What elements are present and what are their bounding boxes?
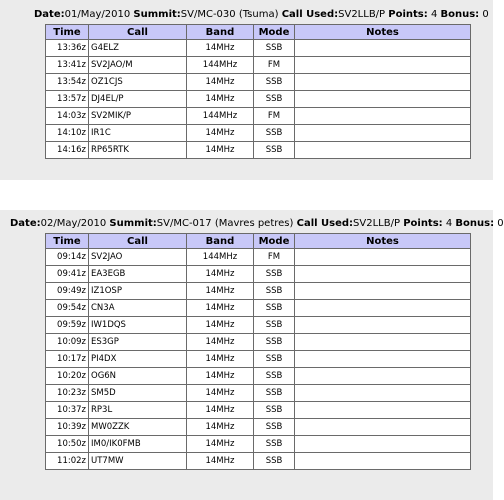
table-row: [46, 334, 471, 351]
mode-cell: SSB: [254, 266, 295, 283]
mode-cell: SSB: [254, 334, 295, 351]
notes-cell: [295, 402, 471, 419]
table-row: [46, 249, 471, 266]
callsign-cell: SV2JAO: [89, 249, 187, 266]
mode-cell: SSB: [254, 402, 295, 419]
notes-cell: [295, 334, 471, 351]
callsign-cell: IR1C: [89, 125, 187, 142]
time-cell: 14:03z: [46, 108, 89, 125]
time-cell: 11:02z: [46, 453, 89, 470]
call-used-value: SV2LLB/P: [338, 9, 386, 20]
table-row: [46, 385, 471, 402]
callsign-cell: OG6N: [89, 368, 187, 385]
time-cell: 13:54z: [46, 74, 89, 91]
table-row: [46, 91, 471, 108]
band-cell: 14MHz: [187, 368, 254, 385]
notes-cell: [295, 266, 471, 283]
call-used-label: Call Used:: [281, 9, 339, 20]
callsign-cell: SV2MIK/P: [89, 108, 187, 125]
table-row: [46, 74, 471, 91]
summit-label: Summit:: [109, 218, 157, 229]
call-used-value: SV2LLB/P: [353, 218, 400, 229]
column-header-time: Time: [46, 234, 89, 249]
band-cell: 14MHz: [187, 436, 254, 453]
notes-cell: [295, 385, 471, 402]
notes-cell: [295, 108, 471, 125]
notes-cell: [295, 74, 471, 91]
callsign-cell: EA3EGB: [89, 266, 187, 283]
mode-cell: SSB: [254, 419, 295, 436]
callsign-cell: CN3A: [89, 300, 187, 317]
column-header-time: Time: [46, 25, 89, 40]
band-cell: 144MHz: [187, 249, 254, 266]
time-cell: 10:17z: [46, 351, 89, 368]
date-label: Date:: [10, 218, 41, 229]
mode-cell: SSB: [254, 142, 295, 159]
notes-cell: [295, 91, 471, 108]
mode-cell: SSB: [254, 91, 295, 108]
table-row: [46, 142, 471, 159]
mode-cell: SSB: [254, 368, 295, 385]
notes-cell: [295, 317, 471, 334]
callsign-cell: OZ1CJS: [89, 74, 187, 91]
band-cell: 14MHz: [187, 453, 254, 470]
notes-cell: [295, 40, 471, 57]
mode-cell: SSB: [254, 125, 295, 142]
mode-cell: FM: [254, 57, 295, 74]
bonus-label: Bonus:: [440, 9, 480, 20]
callsign-cell: PI4DX: [89, 351, 187, 368]
callsign-cell: SV2JAO/M: [89, 57, 187, 74]
time-cell: 09:54z: [46, 300, 89, 317]
points-value: 4: [430, 9, 438, 20]
time-cell: 10:37z: [46, 402, 89, 419]
table-row: [46, 436, 471, 453]
callsign-cell: RP3L: [89, 402, 187, 419]
mode-cell: SSB: [254, 300, 295, 317]
table-row: [46, 402, 471, 419]
notes-cell: [295, 453, 471, 470]
mode-cell: FM: [254, 108, 295, 125]
table-row: [46, 300, 471, 317]
callsign-cell: UT7MW: [89, 453, 187, 470]
mode-cell: SSB: [254, 385, 295, 402]
callsign-cell: ES3GP: [89, 334, 187, 351]
mode-cell: SSB: [254, 317, 295, 334]
bonus-label: Bonus:: [455, 218, 495, 229]
mode-cell: SSB: [254, 351, 295, 368]
band-cell: 14MHz: [187, 385, 254, 402]
notes-cell: [295, 125, 471, 142]
table-row: [46, 283, 471, 300]
column-header-notes: Notes: [295, 234, 471, 249]
table-row: [46, 266, 471, 283]
band-cell: 14MHz: [187, 402, 254, 419]
table-row: [46, 125, 471, 142]
time-cell: 10:50z: [46, 436, 89, 453]
mode-cell: SSB: [254, 436, 295, 453]
column-header-mode: Mode: [254, 234, 295, 249]
band-cell: 14MHz: [187, 419, 254, 436]
table-row: [46, 40, 471, 57]
notes-cell: [295, 300, 471, 317]
time-cell: 13:41z: [46, 57, 89, 74]
qso-log-table: [45, 233, 471, 470]
time-cell: 10:09z: [46, 334, 89, 351]
band-cell: 144MHz: [187, 57, 254, 74]
column-header-band: Band: [187, 25, 254, 40]
time-cell: 09:59z: [46, 317, 89, 334]
callsign-cell: RP65RTK: [89, 142, 187, 159]
notes-cell: [295, 249, 471, 266]
band-cell: 14MHz: [187, 351, 254, 368]
activation-header: [34, 9, 489, 21]
band-cell: 14MHz: [187, 283, 254, 300]
table-row: [46, 108, 471, 125]
callsign-cell: IZ1OSP: [89, 283, 187, 300]
points-value: 4: [445, 218, 453, 229]
callsign-cell: G4ELZ: [89, 40, 187, 57]
column-header-notes: Notes: [295, 25, 471, 40]
mode-cell: SSB: [254, 453, 295, 470]
summit-value: SV/MC-017 (Mavres petres): [156, 218, 294, 229]
points-label: Points:: [388, 9, 428, 20]
bonus-value: 0: [497, 218, 504, 229]
mode-cell: SSB: [254, 40, 295, 57]
callsign-cell: IM0/IK0FMB: [89, 436, 187, 453]
table-header-row: [46, 234, 471, 249]
band-cell: 14MHz: [187, 125, 254, 142]
call-used-label: Call Used:: [296, 218, 354, 229]
table-row: [46, 453, 471, 470]
summit-value: SV/MC-030 (Tsuma): [180, 9, 279, 20]
band-cell: 14MHz: [187, 266, 254, 283]
band-cell: 14MHz: [187, 317, 254, 334]
column-header-band: Band: [187, 234, 254, 249]
notes-cell: [295, 368, 471, 385]
column-header-call: Call: [89, 234, 187, 249]
time-cell: 10:20z: [46, 368, 89, 385]
band-cell: 14MHz: [187, 334, 254, 351]
time-cell: 09:49z: [46, 283, 89, 300]
callsign-cell: SM5D: [89, 385, 187, 402]
band-cell: 14MHz: [187, 300, 254, 317]
table-row: [46, 317, 471, 334]
band-cell: 144MHz: [187, 108, 254, 125]
mode-cell: SSB: [254, 283, 295, 300]
time-cell: 13:57z: [46, 91, 89, 108]
column-header-mode: Mode: [254, 25, 295, 40]
notes-cell: [295, 351, 471, 368]
mode-cell: SSB: [254, 74, 295, 91]
time-cell: 14:16z: [46, 142, 89, 159]
date-value: 02/May/2010: [40, 218, 107, 229]
table-row: [46, 368, 471, 385]
summit-label: Summit:: [133, 9, 181, 20]
date-value: 01/May/2010: [64, 9, 131, 20]
time-cell: 13:36z: [46, 40, 89, 57]
notes-cell: [295, 436, 471, 453]
callsign-cell: MW0ZZK: [89, 419, 187, 436]
band-cell: 14MHz: [187, 142, 254, 159]
table-row: [46, 419, 471, 436]
column-header-call: Call: [89, 25, 187, 40]
callsign-cell: IW1DQS: [89, 317, 187, 334]
table-header-row: [46, 25, 471, 40]
callsign-cell: DJ4EL/P: [89, 91, 187, 108]
qso-log-table: [45, 24, 471, 159]
band-cell: 14MHz: [187, 40, 254, 57]
notes-cell: [295, 283, 471, 300]
table-row: [46, 351, 471, 368]
notes-cell: [295, 57, 471, 74]
activation-header: [10, 218, 504, 230]
notes-cell: [295, 142, 471, 159]
time-cell: 10:39z: [46, 419, 89, 436]
time-cell: 09:41z: [46, 266, 89, 283]
table-row: [46, 57, 471, 74]
date-label: Date:: [34, 9, 65, 20]
points-label: Points:: [403, 218, 443, 229]
band-cell: 14MHz: [187, 74, 254, 91]
notes-cell: [295, 419, 471, 436]
time-cell: 09:14z: [46, 249, 89, 266]
time-cell: 10:23z: [46, 385, 89, 402]
bonus-value: 0: [482, 9, 489, 20]
mode-cell: FM: [254, 249, 295, 266]
band-cell: 14MHz: [187, 91, 254, 108]
time-cell: 14:10z: [46, 125, 89, 142]
